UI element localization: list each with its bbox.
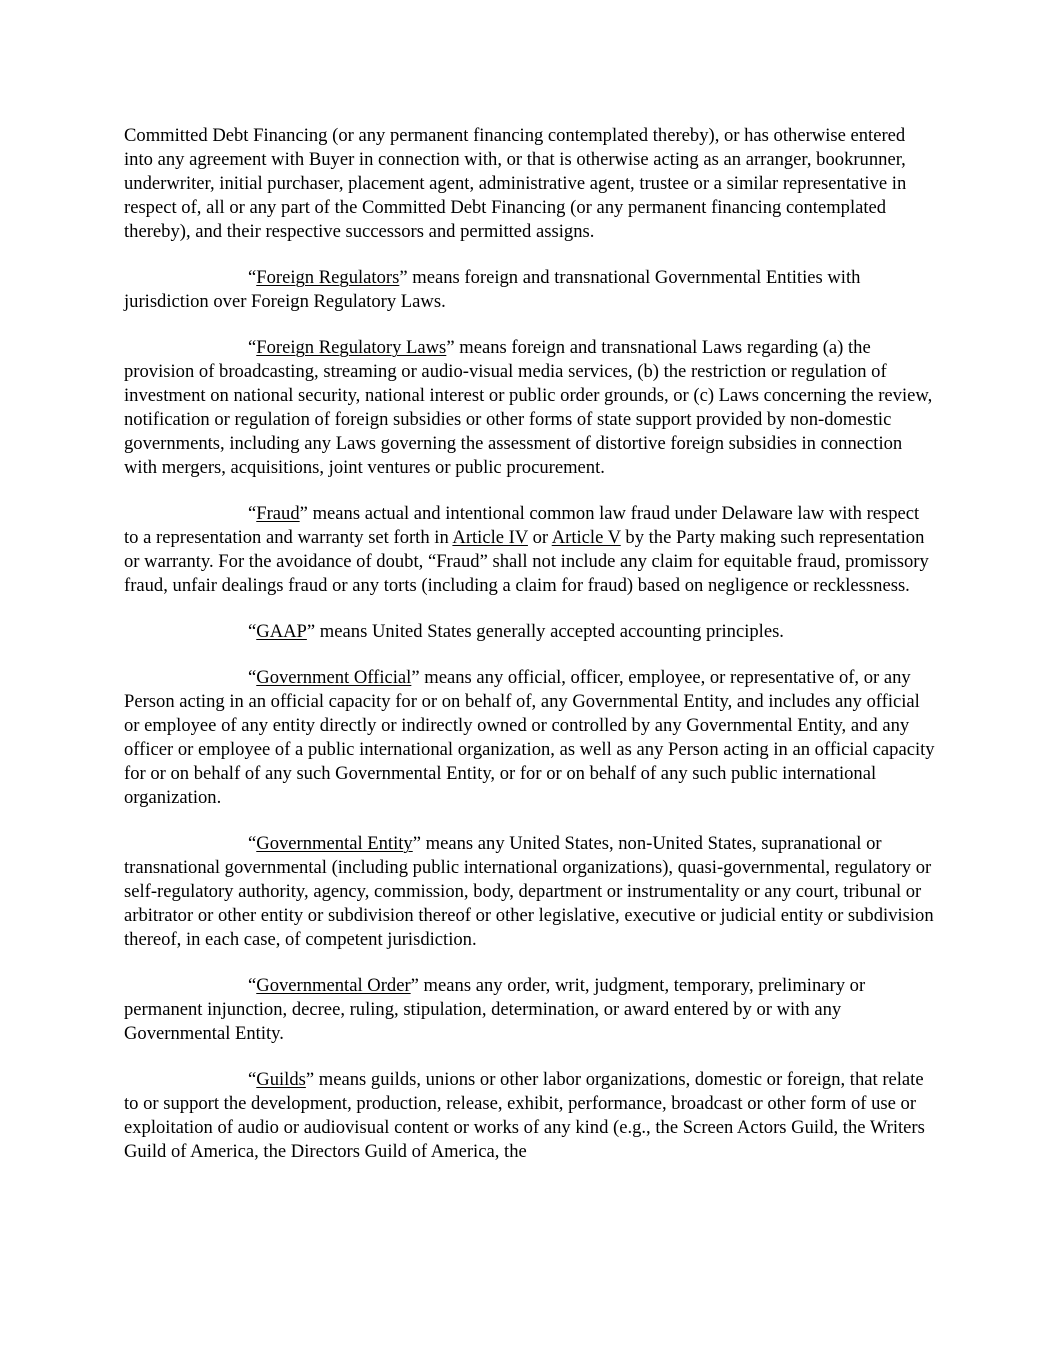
definition-text: means any official, officer, employee, or representative of, or any Person acting in an official capacity for or on behalf of, any Governmental Entity, and includes any official or employee of any entity directly or indirectly owned or controlled by any Governmental Entity, and any officer or employee of a public international organization, as well as any Person acting in an official capacity for or on behalf of any such Governmental Entity, or for or on behalf of any such public international organization. [124,667,935,808]
article-iv-reference: Article IV [452,527,528,548]
defined-term: Fraud [256,503,300,524]
definition-foreign-regulatory-laws: “Foreign Regulatory Laws” means foreign and transnational Laws regarding (a) the provision of broadcasting, streaming or audio-visual media services, (b) the restriction or regulation of investment on national security, national interest or public order grounds, or (c) Laws concerning the review, notification or regulation of foreign subsidies or other forms of state support provided by non-domestic governments, including any Laws governing the assessment of distortive foreign subsidies in connection with mergers, acquisitions, joint ventures or public procurement. [124,337,933,478]
defined-term: Foreign Regulatory Laws [256,337,447,358]
article-v-reference: Article V [551,527,621,548]
definition-government-official: “Government Official” means any official, officer, employee, or representative of, or any Person acting in an official capacity for or on behalf of, any Governmental Entity, and includes any official or employee of any entity directly or indirectly owned or controlled by any Governmental Entity, and any officer or employee of a public international organization, as well as any Person acting in an official capacity for or on behalf of any such Governmental Entity, or for or on behalf of any such public international organization. [124,667,935,808]
definition-text: means foreign and transnational Laws regarding (a) the provision of broadcasting, streaming or audio-visual media services, (b) the restriction or regulation of investment on national security, national interest or public order grounds, or (c) Laws concerning the review, notification or regulation of foreign subsidies or other forms of state support provided by non-domestic governments, including any Laws governing the assessment of distortive foreign subsidies in connection with mergers, acquisitions, joint ventures or public procurement. [124,337,933,478]
definition-guilds: “Guilds” means guilds, unions or other labor organizations, domestic or foreign, that relate to or support the development, production, release, exhibit, performance, broadcast or other form of use or exploitation of audio or audiovisual content or works of any kind (e.g., the Screen Actors Guild, the Writers Guild of America, the Directors Guild of America, the [124,1069,925,1162]
document-page [124,124,936,1186]
definition-foreign-regulators: “Foreign Regulators” means foreign and transnational Governmental Entities with jurisdiction over Foreign Regulatory Laws. [124,267,861,312]
intro-text: Committed Debt Financing (or any permanent financing contemplated thereby), or has otherwise entered into any agreement with Buyer in connection with, or that is otherwise acting as an arranger, bookrunner, underwriter, initial purchaser, placement agent, administrative agent, trustee or a similar representative in respect of, all or any part of the Committed Debt Financing (or any permanent financing contemplated thereby), and their respective successors and permitted assigns. [124,125,907,242]
definition-text: means actual and intentional common law fraud under Delaware law with respect to a representation and warranty set forth in [124,503,920,548]
definition-text: means any order, writ, judgment, temporary, preliminary or permanent injunction, decree, ruling, stipulation, determination, or award entered by or with any Governmental Entity. [124,975,866,1044]
definition-text: or [527,527,552,548]
definition-text: means foreign and transnational Governmental Entities with jurisdiction over Foreign Regulatory Laws. [124,267,861,312]
definition-text: means guilds, unions or other labor organizations, domestic or foreign, that relate to or support the development, production, release, exhibit, performance, broadcast or other form of use or exploitation of audio or audiovisual content or works of any kind (e.g., the Screen Actors Guild, the Writers Guild of America, the Directors Guild of America, the [124,1069,925,1162]
definition-governmental-order: “Governmental Order” means any order, writ, judgment, temporary, preliminary or permanent injunction, decree, ruling, stipulation, determination, or award entered by or with any Governmental Entity. [124,975,866,1044]
defined-term: Governmental Entity [256,833,413,854]
defined-term: Governmental Order [256,975,411,996]
definition-text: means United States generally accepted accounting principles. [315,621,784,642]
intro-paragraph [124,124,936,244]
definition-gaap: “GAAP” means United States generally accepted accounting principles. [248,621,784,642]
definition-governmental-entity: “Governmental Entity” means any United States, non-United States, supranational or transnational governmental (including public international organizations), quasi-governmental, regulatory or self-regulatory authority, agency, commission, body, department or instrumentality or any court, tribunal or arbitrator or other entity or subdivision thereof or other legislative, executive or judicial entity or subdivision thereof, in each case, of competent jurisdiction. [124,833,934,950]
definition-text: by the Party making such representation or warranty. For the avoidance of doubt, “Fraud” shall not include any claim for equitable fraud, promissory fraud, unfair dealings fraud or any torts (including a claim for fraud) based on negligence or recklessness. [124,527,929,596]
defined-term: GAAP [256,621,307,642]
defined-term: Government Official [256,667,412,688]
defined-term: Foreign Regulators [256,267,400,288]
definition-text: means any United States, non-United States, supranational or transnational governmental (including public international organizations), quasi-governmental, regulatory or self-regulatory authority, agency, commission, body, department or instrumentality or any court, tribunal or arbitrator or other entity or subdivision thereof or other legislative, executive or judicial entity or subdivision thereof, in each case, of competent jurisdiction. [124,833,934,950]
definition-fraud: “Fraud” means actual and intentional common law fraud under Delaware law with respect to a representation and warranty set forth in Article IV or Article V by the Party making such representation or warranty. For the avoidance of doubt, “Fraud” shall not include any claim for equitable fraud, promissory fraud, unfair dealings fraud or any torts (including a claim for fraud) based on negligence or recklessness. [124,503,929,596]
defined-term: Guilds [256,1069,306,1090]
